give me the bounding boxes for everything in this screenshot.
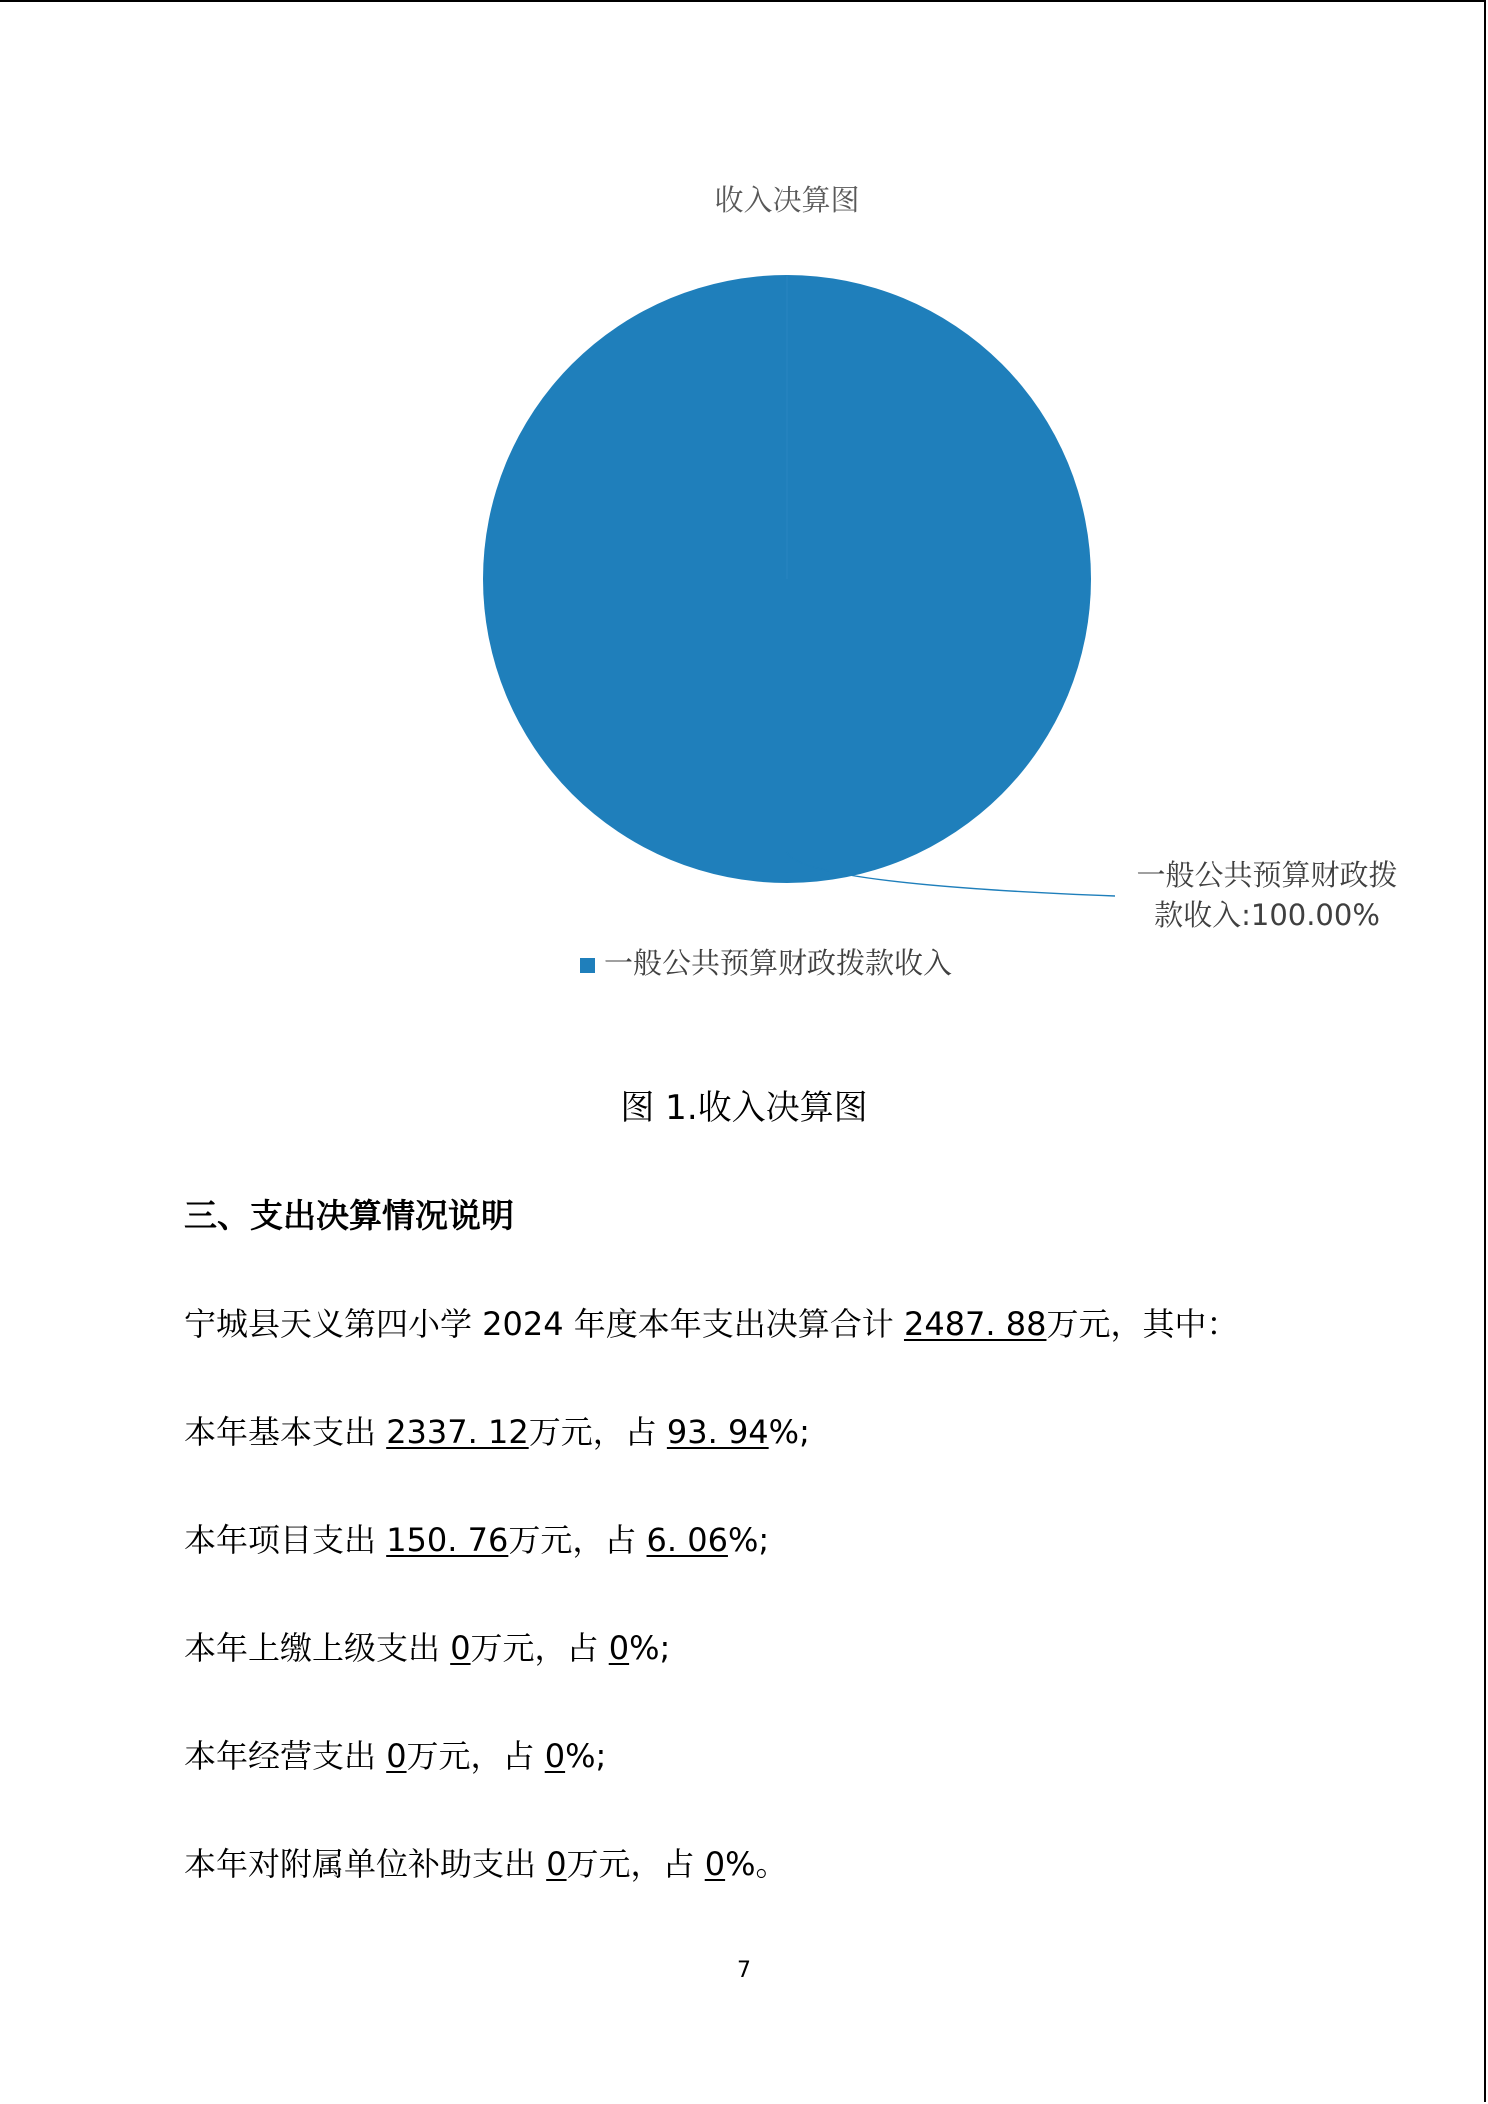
upper-mid: 万元，占: [470, 1629, 609, 1667]
total-suffix: 万元，其中：: [1046, 1305, 1239, 1343]
paragraph-business-expenditure: [184, 1732, 606, 1780]
upper-suffix: %;: [629, 1629, 671, 1667]
paragraph-total-expenditure: [184, 1300, 1238, 1348]
income-pie-chart: [0, 0, 1488, 1010]
subsidy-mid: 万元，占: [566, 1845, 705, 1883]
subsidy-prefix: 本年对附属单位补助支出: [184, 1845, 547, 1883]
upper-prefix: 本年上缴上级支出: [184, 1629, 451, 1667]
chart-title: 收入决算图: [714, 183, 860, 217]
total-prefix: 宁城县天义第四小学 2024 年度本年支出决算合计: [184, 1305, 904, 1343]
subsidy-suffix: %。: [725, 1845, 788, 1883]
subsidy-amount: 0: [546, 1845, 567, 1883]
total-amount: 2487. 88: [903, 1305, 1047, 1343]
paragraph-subsidy-expenditure: [184, 1840, 788, 1888]
business-mid: 万元，占: [406, 1737, 545, 1775]
legend-swatch: [580, 958, 595, 973]
business-percent: 0: [544, 1737, 566, 1775]
project-percent: 6. 06: [646, 1521, 728, 1559]
business-amount: 0: [386, 1737, 407, 1775]
pie-slices: [483, 275, 1091, 883]
page-number: 7: [737, 1958, 751, 1983]
project-suffix: %;: [727, 1521, 770, 1559]
basic-prefix: 本年基本支出: [184, 1413, 387, 1451]
project-mid: 万元，占: [508, 1521, 647, 1559]
section-heading: 三、支出决算情况说明: [184, 1196, 514, 1235]
business-prefix: 本年经营支出: [184, 1737, 387, 1775]
data-label-line-2: 款收入:100.00%: [1154, 898, 1380, 932]
project-amount: 150. 76: [386, 1521, 509, 1559]
paragraph-upper-level-expenditure: [184, 1624, 670, 1672]
upper-percent: 0: [608, 1629, 630, 1667]
legend-label: 一般公共预算财政拨款收入: [604, 946, 953, 980]
upper-amount: 0: [450, 1629, 471, 1667]
paragraph-project-expenditure: [184, 1516, 769, 1564]
subsidy-percent: 0: [704, 1845, 726, 1883]
figure-caption: 图 1.收入决算图: [620, 1088, 868, 1128]
data-label-line-1: 一般公共预算财政拨: [1136, 858, 1398, 892]
basic-suffix: %;: [768, 1413, 810, 1451]
paragraph-basic-expenditure: [184, 1408, 810, 1456]
project-prefix: 本年项目支出: [184, 1521, 387, 1559]
basic-percent: 93. 94: [666, 1413, 769, 1451]
business-suffix: %;: [565, 1737, 607, 1775]
basic-amount: 2337. 12: [386, 1413, 529, 1451]
basic-mid: 万元，占: [528, 1413, 667, 1451]
